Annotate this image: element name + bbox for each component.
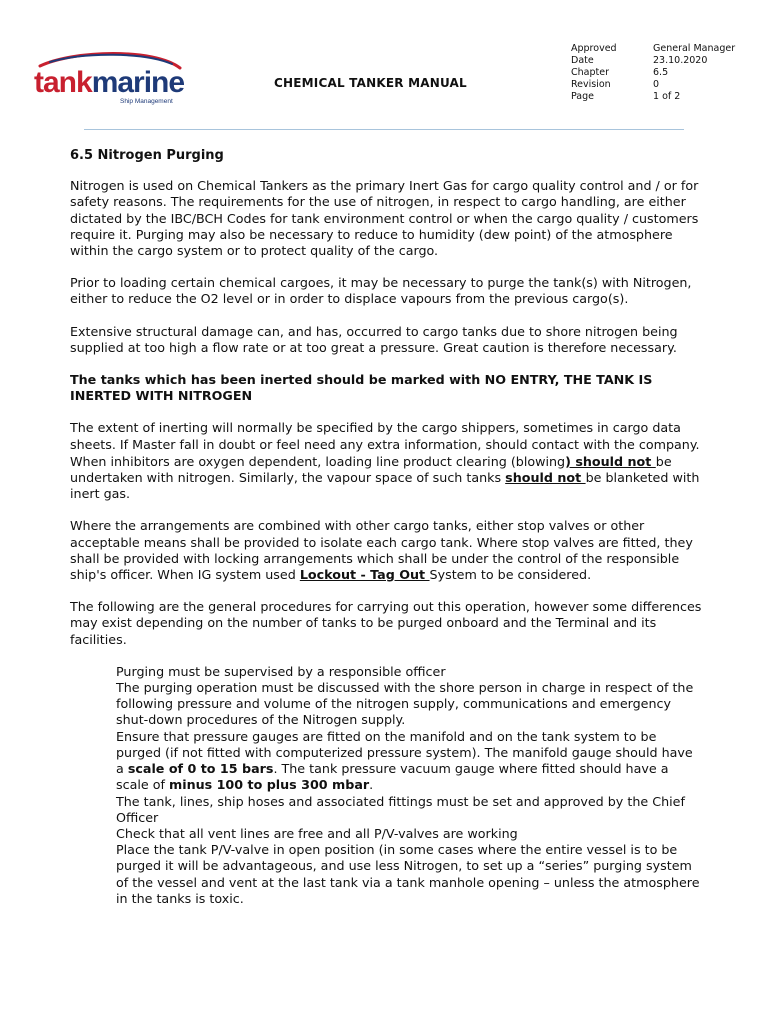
text-run: When inhibitors are oxygen dependent, loading line product clearing (blowing [70, 453, 566, 469]
meta-value: 0 [653, 79, 660, 90]
text-run: be undertaken with nitrogen. Similarly, the vapour space of such tanks [70, 453, 672, 486]
paragraph-intro: Nitrogen is used on Chemical Tankers as the primary Inert Gas for cargo quality control and / or for safety reasons. The requirements for the use of nitrogen, in respect to cargo handling, are either dictated by the IBC/BCH Codes for tank environment control or when the cargo quality / customers require it. Purging may also be necessary to reduce to humidity (dew point) of the atmosphere within the cargo system or to protect quality of the cargo. [70, 178, 699, 259]
text-run: . The tank pressure vacuum gauge where fitted should have a scale of [116, 761, 669, 793]
procedure-item: Purging must be supervised by a responsible officer [116, 663, 446, 679]
meta-key: Revision [571, 79, 611, 90]
meta-row-approved [571, 43, 735, 55]
text-run: System to be considered. [429, 567, 592, 583]
paragraph-inhibitors [70, 454, 702, 503]
procedure-item: The purging operation must be discussed with the shore person in charge in respect of the following pressure and volume of the nitrogen supply, communications and emergency shut-down procedures of the Nitrogen supply. [116, 680, 694, 728]
paragraph-arrangements [70, 518, 702, 583]
meta-key: Page [571, 91, 594, 102]
procedure-list [70, 664, 702, 907]
meta-row-page [571, 91, 735, 103]
document-meta-block [571, 43, 735, 103]
emphasis-vacuum-range: minus 100 to plus 300 mbar [169, 777, 370, 793]
document-title: CHEMICAL TANKER MANUAL [274, 76, 467, 90]
meta-value: 1 of 2 [653, 91, 681, 102]
procedure-item [116, 729, 702, 794]
meta-row-chapter [571, 67, 735, 79]
paragraph-extent: The extent of inerting will normally be specified by the cargo shippers, sometimes in cargo data sheets. If Master fall in doubt or feel need any extra information, should contact with the company. [70, 420, 700, 452]
text-run: be blanketed with inert gas. [70, 470, 700, 502]
svg-text:tankmarine: tankmarine [34, 66, 184, 99]
meta-value: 23.10.2020 [653, 55, 708, 66]
section-heading: 6.5 Nitrogen Purging [70, 148, 224, 163]
meta-row-revision [571, 79, 735, 91]
meta-key: Chapter [571, 67, 609, 78]
meta-key: Approved [571, 43, 617, 54]
paragraph-procedures-intro: The following are the general procedures for carrying out this operation, however some differences may exist depending on the number of tanks to be purged onboard and the Terminal and its facilities. [70, 599, 702, 647]
meta-row-date [571, 55, 735, 67]
procedure-item: The tank, lines, ship hoses and associated fittings must be set and approved by the Chief Officer [116, 793, 685, 825]
text-run: Ensure that pressure gauges are fitted on the manifold and on the tank system to be purged (if not fitted with computerized pressure system). The manifold gauge should have a [116, 728, 693, 777]
paragraph-caution: Extensive structural damage can, and has, occurred to cargo tanks due to shore nitrogen being supplied at too high a flow rate or at too great a pressure. Great caution is therefore necessary. [70, 323, 678, 355]
meta-value: General Manager [653, 43, 736, 54]
emphasis-should-not: ) should not [565, 453, 656, 469]
procedure-item: Check that all vent lines are free and all P/V-valves are working [116, 825, 518, 841]
meta-key: Date [571, 55, 594, 66]
paragraph-prior-loading: Prior to loading certain chemical cargoes, it may be necessary to purge the tank(s) with Nitrogen, either to reduce the O2 level or in order to displace vapours from the previous cargo(s). [70, 275, 692, 307]
svg-text:Ship Management: Ship Management [120, 98, 173, 105]
text-run: Where the arrangements are combined with other cargo tanks, either stop valves or other acceptable means shall be provided to isolate each cargo tank. Where stop valves are fitted, they shall be provided with locking arrangements which shall be under the control of the responsible ship's officer. When IG system used [70, 518, 693, 583]
procedure-item: Place the tank P/V-valve in open position (in some cases where the entire vessel is to be purged it will be advantageous, and use less Nitrogen, to set up a “series” purging system of the vessel and vent at the last tank via a tank manhole opening – unless the atmosphere in the tanks is toxic. [116, 842, 700, 906]
company-logo [34, 52, 184, 108]
emphasis-should-not: should not [505, 470, 586, 486]
text-run: . [369, 777, 374, 793]
meta-value: 6.5 [653, 67, 669, 78]
emphasis-scale: scale of 0 to 15 bars [127, 761, 274, 777]
warning-notice: The tanks which has been inerted should be marked with NO ENTRY, THE TANK IS INERTED WITH NITROGEN [70, 372, 653, 404]
emphasis-lockout-tagout: Lockout - Tag Out [299, 567, 430, 583]
document-body [70, 148, 702, 907]
header-divider [84, 129, 684, 130]
